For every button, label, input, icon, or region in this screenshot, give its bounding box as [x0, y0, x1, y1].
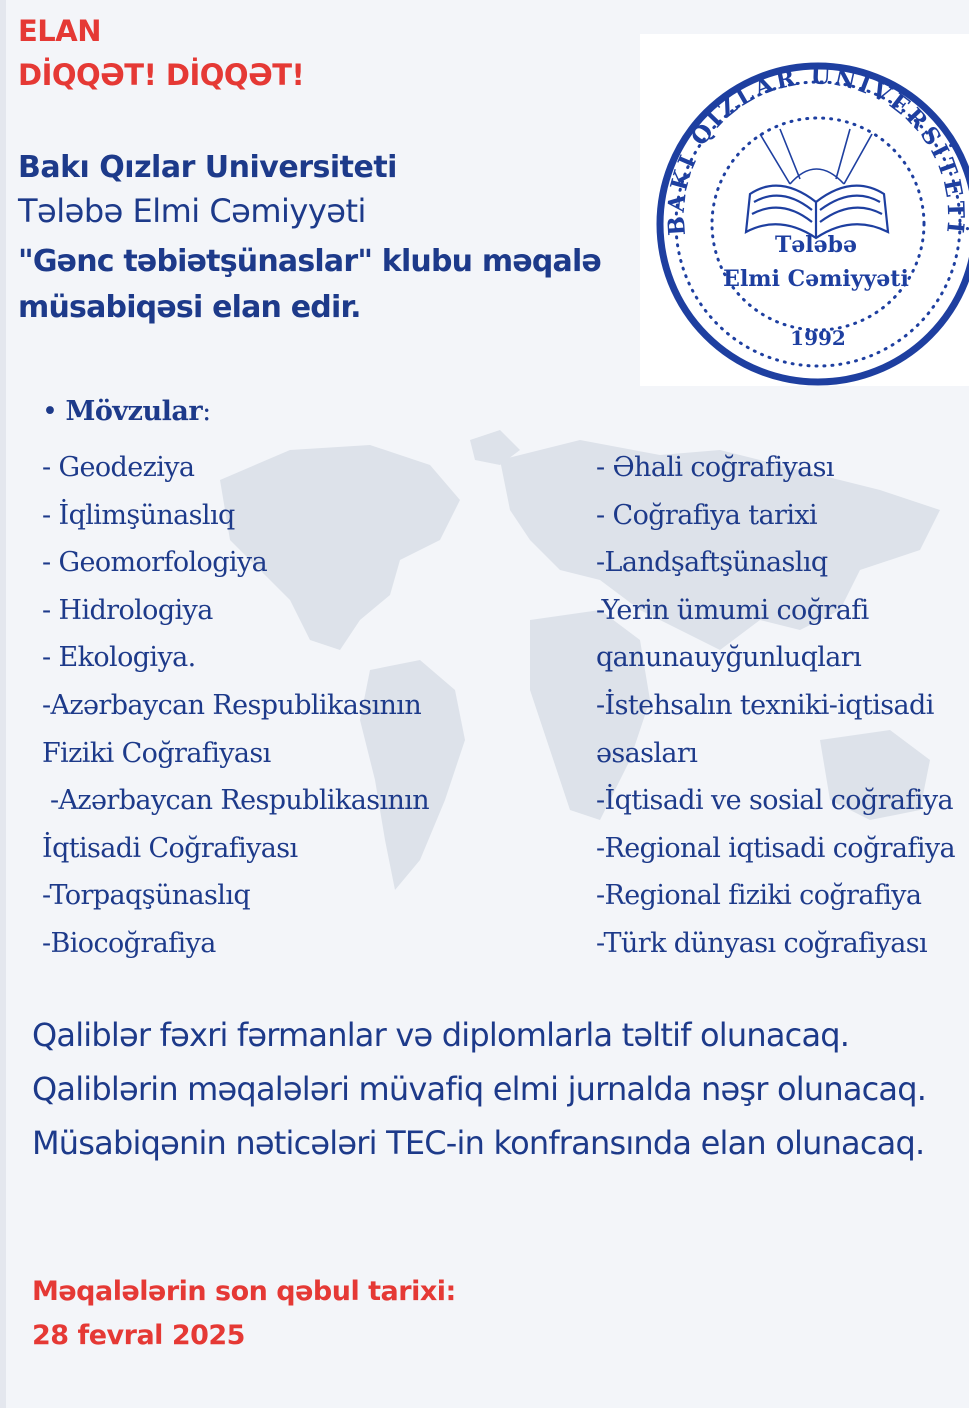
topic-item: - Geodeziya: [42, 452, 195, 483]
topic-item: -Regional fiziki coğrafiya: [596, 880, 922, 912]
attention-heading: DİQQƏT! DİQQƏT!: [18, 58, 305, 92]
topics-bullet: •: [42, 396, 58, 427]
society-name: Tələbə Elmi Cəmiyyəti: [18, 192, 366, 230]
topics-left-column: [42, 444, 562, 968]
topic-item: -Regional iqtisadi coğrafiya: [596, 832, 956, 864]
topic-item: -Landşaftşünaslıq: [596, 547, 828, 579]
logo-line-1: Tələbə: [774, 232, 858, 258]
logo-ring-text: BAKI QIZLAR UNİVERSİTETİ: [662, 62, 969, 238]
topic-item: İqtisadi Coğrafiyası: [42, 832, 298, 864]
university-name: Bakı Qızlar Universiteti: [18, 150, 397, 185]
topic-item: - Əhali coğrafiyası: [596, 452, 834, 483]
topic-item: -İqtisadi ve sosial coğrafiya: [596, 785, 953, 817]
topics-title-colon: :: [202, 396, 211, 427]
topic-item: -İstehsalın texniki-iqtisadi: [596, 689, 934, 721]
deadline-label: Məqalələrin son qəbul tarixi:: [32, 1276, 456, 1307]
topics-title: [42, 396, 211, 427]
topic-item: -Türk dünyası coğrafiyası: [596, 927, 928, 959]
club-announcement-line-1: "Gənc təbiətşünaslar" klubu məqalə: [18, 244, 602, 279]
prize-line: Qaliblər fəxri fərmanlar və diplomlarla təltif olunacaq.: [32, 1016, 850, 1054]
prize-line: Müsabiqənin nəticələri TEC-in konfransında elan olunacaq.: [32, 1124, 925, 1162]
left-edge-strip: [0, 0, 6, 1408]
topic-item: - İqlimşünaslıq: [42, 499, 235, 531]
society-seal-logo: [640, 34, 969, 386]
deadline-date: 28 fevral 2025: [32, 1320, 245, 1351]
topic-item: - Ekologiya.: [42, 642, 196, 674]
topic-item: -Torpaqşünaslıq: [42, 880, 251, 912]
topic-item: -Azərbaycan Respublikasının: [42, 785, 430, 817]
topic-item: Fiziki Coğrafiyası: [42, 737, 271, 769]
prize-line: Qaliblərin məqalələri müvafiq elmi jurnalda nəşr olunacaq.: [32, 1070, 927, 1108]
topic-item: qanunauyğunluqları: [596, 642, 862, 674]
logo-line-2: Elmi Cəmiyyəti: [723, 266, 909, 292]
topic-item: - Hidrologiya: [42, 594, 213, 626]
topic-item: - Geomorfologiya: [42, 547, 268, 579]
topic-item: - Coğrafiya tarixi: [596, 499, 818, 531]
topics-title-text: Mövzular: [65, 396, 203, 427]
club-announcement-line-2: müsabiqəsi elan edir.: [18, 290, 361, 325]
elan-heading: ELAN: [18, 14, 102, 48]
topics-right-column: [596, 444, 969, 968]
logo-year: 1992: [790, 326, 846, 350]
topic-item: əsasları: [596, 737, 698, 769]
topic-item: -Azərbaycan Respublikasının: [42, 689, 422, 721]
topic-item: -Biocoğrafiya: [42, 927, 216, 959]
topic-item: -Yerin ümumi coğrafi: [596, 594, 869, 626]
